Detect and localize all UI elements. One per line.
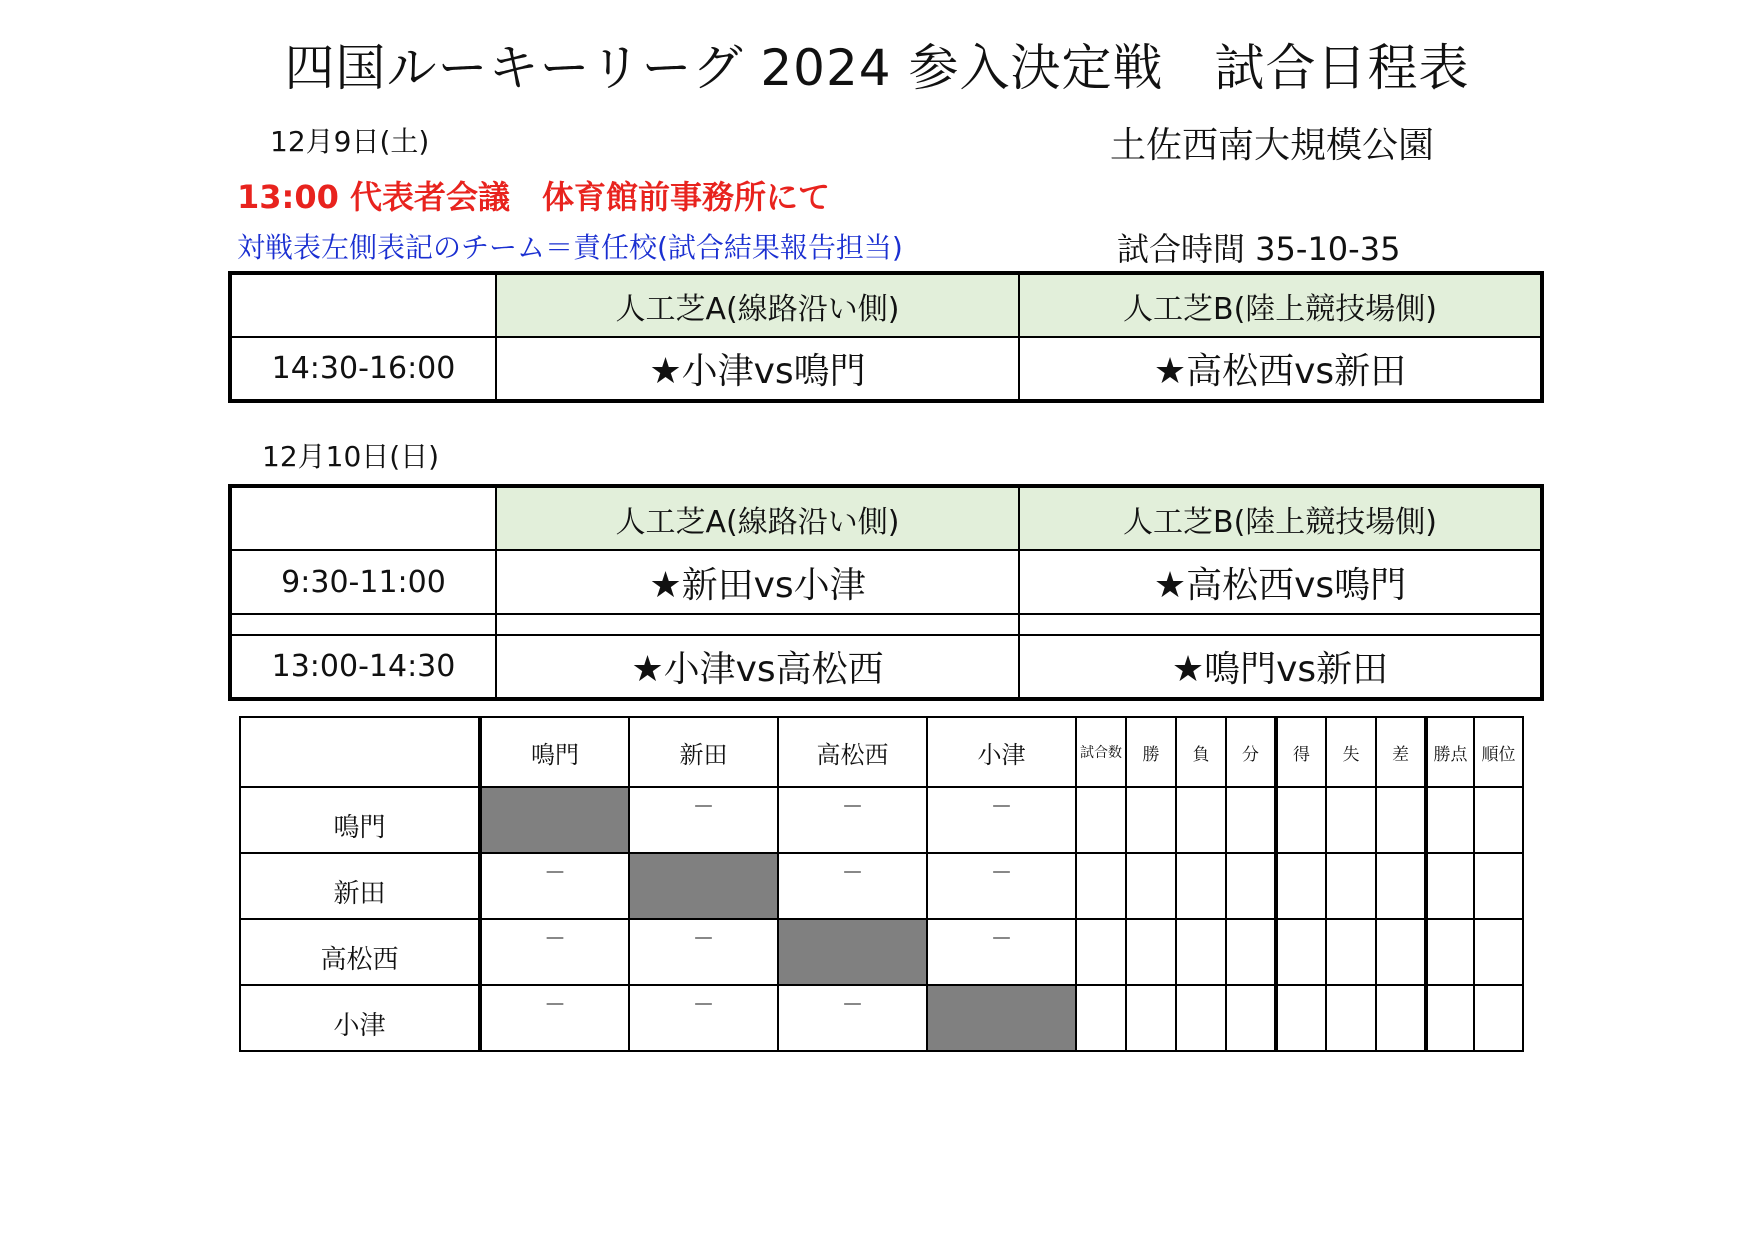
game-time: 14:30-16:00 bbox=[230, 337, 496, 401]
stat-cell bbox=[1076, 985, 1126, 1051]
day1-schedule-table bbox=[228, 271, 1544, 403]
spacer-cell bbox=[496, 614, 1019, 635]
stat-cell bbox=[1076, 853, 1126, 919]
field-a-header: 人工芝A(線路沿い側) bbox=[496, 486, 1019, 550]
stat-cell bbox=[1176, 853, 1226, 919]
spacer-row bbox=[230, 614, 1542, 635]
row-team-name: 小津 bbox=[240, 985, 480, 1051]
stat-cell bbox=[1276, 787, 1326, 853]
stat-cell bbox=[1226, 787, 1276, 853]
stat-cell bbox=[1176, 985, 1226, 1051]
result-cell: － bbox=[927, 787, 1076, 853]
table-row bbox=[240, 787, 1523, 853]
table-row bbox=[230, 273, 1542, 337]
result-cell: － bbox=[927, 853, 1076, 919]
stat-cell bbox=[1076, 919, 1126, 985]
page-title: 四国ルーキーリーグ 2024 参入決定戦 試合日程表 bbox=[284, 39, 1470, 97]
stat-cell bbox=[1376, 919, 1426, 985]
corner-cell bbox=[230, 273, 496, 337]
col-draws: 分 bbox=[1226, 717, 1276, 787]
stat-cell bbox=[1426, 919, 1474, 985]
spacer-cell bbox=[230, 614, 496, 635]
result-cell: － bbox=[629, 787, 778, 853]
spacer-cell bbox=[1019, 614, 1542, 635]
stat-cell bbox=[1226, 853, 1276, 919]
col-losses: 負 bbox=[1176, 717, 1226, 787]
col-team-naruto: 鳴門 bbox=[480, 717, 629, 787]
result-cell: － bbox=[778, 985, 927, 1051]
field-b-header: 人工芝B(陸上競技場側) bbox=[1019, 273, 1542, 337]
stat-cell bbox=[1426, 787, 1474, 853]
stat-cell bbox=[1376, 853, 1426, 919]
table-row bbox=[230, 635, 1542, 699]
col-games-played: 試合数 bbox=[1076, 717, 1126, 787]
table-row bbox=[240, 919, 1523, 985]
day2-schedule-table bbox=[228, 484, 1544, 701]
game-time: 13:00-14:30 bbox=[230, 635, 496, 699]
table-row bbox=[230, 550, 1542, 614]
stat-cell bbox=[1276, 985, 1326, 1051]
stat-cell bbox=[1226, 985, 1276, 1051]
game-field-b: ★鳴門vs新田 bbox=[1019, 635, 1542, 699]
stat-cell bbox=[1326, 919, 1376, 985]
field-a-header: 人工芝A(線路沿い側) bbox=[496, 273, 1019, 337]
result-cell: － bbox=[480, 853, 629, 919]
stat-cell bbox=[1376, 787, 1426, 853]
day1-date: 12月9日(土) bbox=[270, 125, 430, 158]
game-field-a: ★新田vs小津 bbox=[496, 550, 1019, 614]
result-cell: － bbox=[778, 853, 927, 919]
game-field-a: ★小津vs高松西 bbox=[496, 635, 1019, 699]
stat-cell bbox=[1474, 919, 1523, 985]
row-team-name: 鳴門 bbox=[240, 787, 480, 853]
col-goals-for: 得 bbox=[1276, 717, 1326, 787]
venue: 土佐西南大規模公園 bbox=[1110, 125, 1435, 166]
stat-cell bbox=[1326, 985, 1376, 1051]
stat-cell bbox=[1474, 787, 1523, 853]
result-cell: － bbox=[927, 919, 1076, 985]
stat-cell bbox=[1126, 853, 1176, 919]
row-team-name: 新田 bbox=[240, 853, 480, 919]
stat-cell bbox=[1326, 787, 1376, 853]
result-cell: － bbox=[778, 787, 927, 853]
game-field-b: ★高松西vs鳴門 bbox=[1019, 550, 1542, 614]
stat-cell bbox=[1276, 853, 1326, 919]
col-wins: 勝 bbox=[1126, 717, 1176, 787]
stat-cell bbox=[1426, 985, 1474, 1051]
stat-cell bbox=[1126, 787, 1176, 853]
table-row bbox=[230, 337, 1542, 401]
stat-cell bbox=[1176, 919, 1226, 985]
game-time: 9:30-11:00 bbox=[230, 550, 496, 614]
game-field-b: ★高松西vs新田 bbox=[1019, 337, 1542, 401]
stat-cell bbox=[1126, 919, 1176, 985]
result-cell: － bbox=[480, 919, 629, 985]
col-rank: 順位 bbox=[1474, 717, 1523, 787]
blocked-cell bbox=[927, 985, 1076, 1051]
blocked-cell bbox=[629, 853, 778, 919]
col-points: 勝点 bbox=[1426, 717, 1474, 787]
corner-cell bbox=[240, 717, 480, 787]
stat-cell bbox=[1176, 787, 1226, 853]
col-goal-diff: 差 bbox=[1376, 717, 1426, 787]
stat-cell bbox=[1474, 853, 1523, 919]
col-goals-against: 失 bbox=[1326, 717, 1376, 787]
row-team-name: 高松西 bbox=[240, 919, 480, 985]
day2-date: 12月10日(日) bbox=[262, 440, 440, 473]
blocked-cell bbox=[778, 919, 927, 985]
table-row bbox=[240, 985, 1523, 1051]
stat-cell bbox=[1326, 853, 1376, 919]
stat-cell bbox=[1226, 919, 1276, 985]
stat-cell bbox=[1126, 985, 1176, 1051]
meeting-notice: 13:00 代表者会議 体育館前事務所にて bbox=[237, 178, 831, 216]
stat-cell bbox=[1276, 919, 1326, 985]
table-row bbox=[230, 486, 1542, 550]
col-team-ozu: 小津 bbox=[927, 717, 1076, 787]
result-cell: － bbox=[629, 985, 778, 1051]
col-team-takamatsunishi: 高松西 bbox=[778, 717, 927, 787]
blocked-cell bbox=[480, 787, 629, 853]
table-row bbox=[240, 853, 1523, 919]
stat-cell bbox=[1426, 853, 1474, 919]
col-team-nitta: 新田 bbox=[629, 717, 778, 787]
stat-cell bbox=[1474, 985, 1523, 1051]
result-cell: － bbox=[629, 919, 778, 985]
responsibility-note: 対戦表左側表記のチーム＝責任校(試合結果報告担当) bbox=[237, 231, 903, 264]
corner-cell bbox=[230, 486, 496, 550]
stat-cell bbox=[1076, 787, 1126, 853]
stat-cell bbox=[1376, 985, 1426, 1051]
field-b-header: 人工芝B(陸上競技場側) bbox=[1019, 486, 1542, 550]
game-field-a: ★小津vs鳴門 bbox=[496, 337, 1019, 401]
standings-header-row bbox=[240, 717, 1523, 787]
standings-table bbox=[239, 716, 1524, 1052]
match-time: 試合時間 35-10-35 bbox=[1117, 230, 1401, 268]
result-cell: － bbox=[480, 985, 629, 1051]
